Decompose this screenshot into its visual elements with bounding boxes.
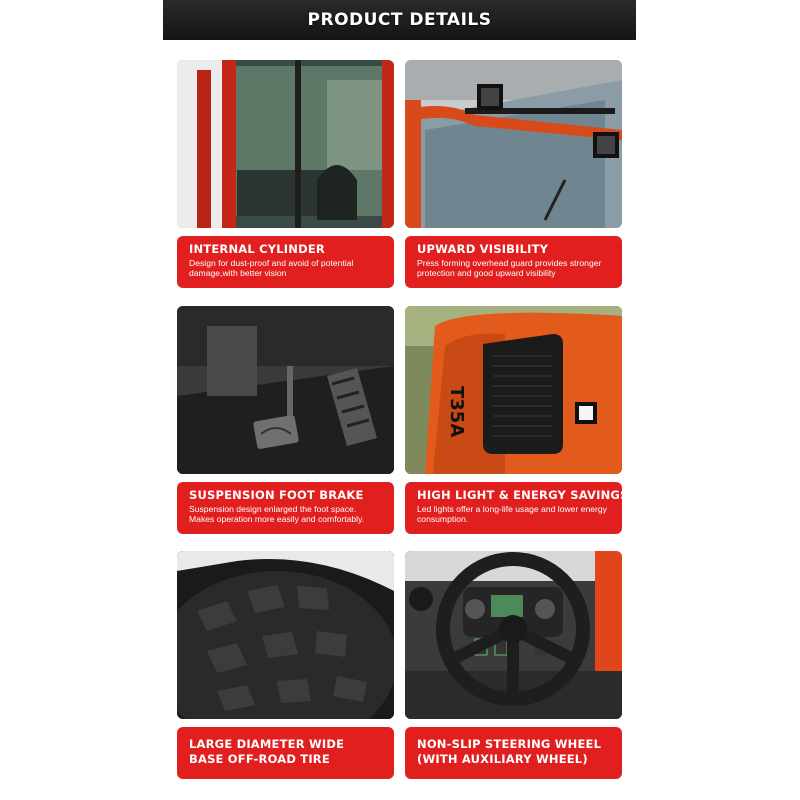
engine-grille-photo — [405, 306, 622, 474]
model-label: T35A — [446, 386, 467, 438]
feature-title: HIGH LIGHT & ENERGY SAVINGS — [417, 488, 629, 502]
feature-caption — [177, 236, 394, 288]
steering-wheel-photo — [405, 551, 622, 719]
feature-caption — [405, 482, 629, 534]
page-title: PRODUCT DETAILS — [307, 10, 492, 30]
feature-caption — [405, 727, 622, 779]
feature-caption — [177, 727, 394, 779]
feature-card-high-light — [405, 306, 629, 534]
feature-card-upward-visibility — [405, 60, 622, 288]
feature-card-suspension-foot-brake — [177, 306, 394, 534]
offroad-tire-photo — [177, 551, 394, 719]
foot-pedals-photo — [177, 306, 394, 474]
feature-description: Suspension design enlarged the foot space. Makes operation more easily and comfortably. — [189, 504, 365, 524]
feature-description: Led lights offer a long-life usage and lower energy consumption. — [417, 504, 607, 524]
feature-title: SUSPENSION FOOT BRAKE — [189, 488, 364, 502]
feature-title: INTERNAL CYLINDER — [189, 242, 325, 256]
header-banner — [163, 0, 636, 40]
cab-door-photo — [177, 60, 394, 228]
feature-caption — [177, 482, 394, 534]
feature-description: Press forming overhead guard provides stronger protection and good upward visibility — [417, 258, 602, 278]
feature-title: UPWARD VISIBILITY — [417, 242, 549, 256]
feature-card-offroad-tire — [177, 551, 394, 779]
feature-card-steering-wheel — [405, 551, 622, 779]
overhead-guard-lights-photo — [405, 60, 622, 228]
feature-title: NON-SLIP STEERING WHEEL (WITH AUXILIARY WHEEL) — [417, 737, 602, 766]
feature-card-internal-cylinder — [177, 60, 394, 288]
feature-caption — [405, 236, 622, 288]
feature-title: LARGE DIAMETER WIDE BASE OFF-ROAD TIRE — [189, 737, 345, 766]
feature-description: Design for dust-proof and avoid of potential damage,with better vision — [189, 258, 354, 278]
